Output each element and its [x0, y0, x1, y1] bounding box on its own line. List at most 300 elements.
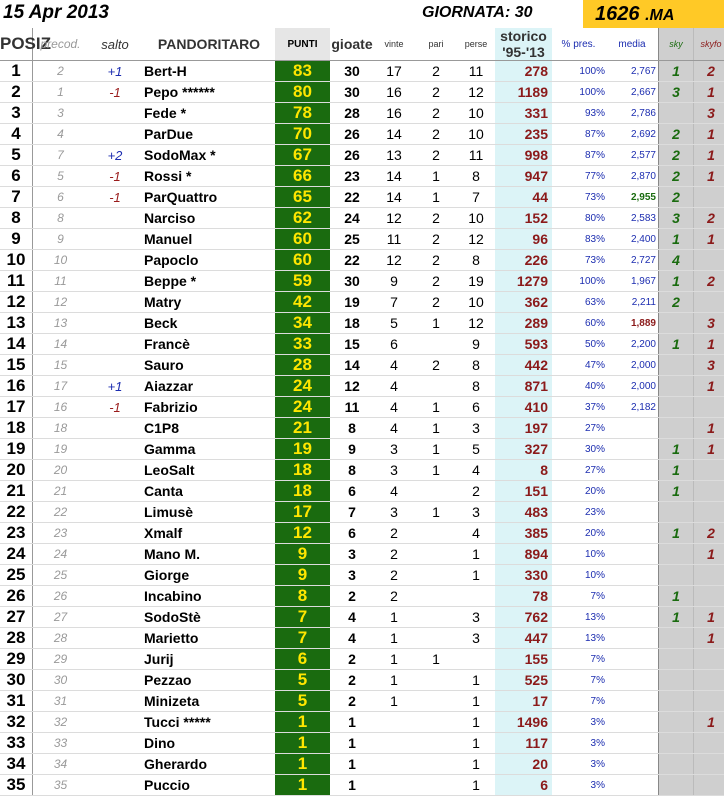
points-cell: 9	[275, 544, 331, 565]
sky-cell	[659, 103, 694, 124]
table-row	[0, 61, 724, 82]
skyfo-cell: 1	[694, 82, 724, 103]
points-cell: 80	[275, 82, 331, 103]
historic-cell: 525	[495, 670, 552, 691]
presence-cell: 20%	[552, 481, 608, 502]
historic-cell: 278	[495, 61, 552, 82]
skyfo-cell	[694, 460, 724, 481]
player-name-cell: Sauro	[142, 355, 275, 376]
table-row	[0, 565, 724, 586]
played-cell: 22	[331, 187, 374, 208]
wins-cell: 9	[373, 271, 415, 292]
sky-cell	[659, 733, 694, 754]
historic-cell: 1496	[495, 712, 552, 733]
jump-cell	[88, 712, 142, 733]
table-row	[0, 292, 724, 313]
losses-cell: 10	[457, 292, 495, 313]
table-row	[0, 271, 724, 292]
average-cell: 2,583	[608, 208, 659, 229]
historic-cell: 20	[495, 754, 552, 775]
wins-cell: 1	[373, 628, 415, 649]
col-perse: perse	[457, 28, 495, 61]
table-row	[0, 544, 724, 565]
losses-cell: 3	[457, 628, 495, 649]
previous-position-cell: 30	[33, 670, 89, 691]
table-row	[0, 313, 724, 334]
jump-cell	[88, 670, 142, 691]
sky-cell: 1	[659, 334, 694, 355]
table-row	[0, 376, 724, 397]
wins-cell: 4	[373, 355, 415, 376]
skyfo-cell: 1	[694, 229, 724, 250]
jump-cell	[88, 355, 142, 376]
table-row	[0, 628, 724, 649]
table-row	[0, 145, 724, 166]
presence-cell: 100%	[552, 271, 608, 292]
played-cell: 9	[331, 439, 374, 460]
sky-cell	[659, 670, 694, 691]
historic-cell: 447	[495, 628, 552, 649]
played-cell: 6	[331, 523, 374, 544]
wins-cell: 5	[373, 313, 415, 334]
col-sky: sky	[659, 28, 694, 61]
average-cell: 2,200	[608, 334, 659, 355]
losses-cell: 1	[457, 733, 495, 754]
player-name-cell: Mano M.	[142, 544, 275, 565]
sky-cell: 2	[659, 187, 694, 208]
previous-position-cell: 31	[33, 691, 89, 712]
previous-position-cell: 11	[33, 271, 89, 292]
player-name-cell: Fede *	[142, 103, 275, 124]
historic-cell: 155	[495, 649, 552, 670]
historic-cell: 151	[495, 481, 552, 502]
code-suffix: .MA	[645, 7, 674, 24]
presence-cell: 3%	[552, 775, 608, 796]
table-row	[0, 481, 724, 502]
header-row	[0, 28, 724, 61]
player-name-cell: Matry	[142, 292, 275, 313]
table-row	[0, 502, 724, 523]
losses-cell: 3	[457, 607, 495, 628]
previous-position-cell: 24	[33, 544, 89, 565]
losses-cell: 1	[457, 565, 495, 586]
skyfo-cell: 1	[694, 628, 724, 649]
average-cell: 1,889	[608, 313, 659, 334]
skyfo-cell	[694, 733, 724, 754]
historic-cell: 1189	[495, 82, 552, 103]
points-cell: 33	[275, 334, 331, 355]
jump-cell	[88, 733, 142, 754]
losses-cell: 7	[457, 187, 495, 208]
position-cell: 15	[0, 355, 33, 376]
points-cell: 21	[275, 418, 331, 439]
presence-cell: 47%	[552, 355, 608, 376]
wins-cell	[373, 712, 415, 733]
wins-cell: 14	[373, 124, 415, 145]
average-cell: 2,767	[608, 61, 659, 82]
average-cell: 2,786	[608, 103, 659, 124]
skyfo-cell	[694, 754, 724, 775]
average-cell: 2,182	[608, 397, 659, 418]
played-cell: 4	[331, 607, 374, 628]
played-cell: 30	[331, 271, 374, 292]
position-cell: 31	[0, 691, 33, 712]
position-cell: 25	[0, 565, 33, 586]
skyfo-cell	[694, 586, 724, 607]
previous-position-cell: 17	[33, 376, 89, 397]
points-cell: 62	[275, 208, 331, 229]
skyfo-cell	[694, 250, 724, 271]
table-row	[0, 523, 724, 544]
jump-cell	[88, 334, 142, 355]
sky-cell: 1	[659, 271, 694, 292]
played-cell: 3	[331, 565, 374, 586]
played-cell: 28	[331, 103, 374, 124]
played-cell: 30	[331, 61, 374, 82]
player-name-cell: Narciso	[142, 208, 275, 229]
draws-cell	[415, 754, 457, 775]
presence-cell: 13%	[552, 628, 608, 649]
points-cell: 17	[275, 502, 331, 523]
player-name-cell: Tucci *****	[142, 712, 275, 733]
points-cell: 1	[275, 733, 331, 754]
losses-cell: 8	[457, 250, 495, 271]
jump-cell	[88, 586, 142, 607]
losses-cell: 1	[457, 712, 495, 733]
presence-cell: 30%	[552, 439, 608, 460]
sky-cell	[659, 754, 694, 775]
losses-cell: 5	[457, 439, 495, 460]
table-row	[0, 334, 724, 355]
position-cell: 16	[0, 376, 33, 397]
jump-cell	[88, 649, 142, 670]
previous-position-cell: 33	[33, 733, 89, 754]
points-cell: 66	[275, 166, 331, 187]
position-cell: 4	[0, 124, 33, 145]
jump-cell	[88, 313, 142, 334]
historic-cell: 330	[495, 565, 552, 586]
historic-cell: 871	[495, 376, 552, 397]
average-cell: 2,692	[608, 124, 659, 145]
points-cell: 65	[275, 187, 331, 208]
jump-cell	[88, 124, 142, 145]
sky-cell: 4	[659, 250, 694, 271]
historic-cell: 152	[495, 208, 552, 229]
points-cell: 34	[275, 313, 331, 334]
skyfo-cell: 1	[694, 376, 724, 397]
average-cell	[608, 439, 659, 460]
skyfo-cell: 3	[694, 103, 724, 124]
points-cell: 8	[275, 586, 331, 607]
table-row	[0, 691, 724, 712]
average-cell	[608, 565, 659, 586]
presence-cell: 40%	[552, 376, 608, 397]
historic-cell: 762	[495, 607, 552, 628]
jump-cell	[88, 523, 142, 544]
player-name-cell: ParQuattro	[142, 187, 275, 208]
col-prec: precod.	[33, 28, 89, 61]
jump-cell: +2	[88, 145, 142, 166]
draws-cell	[415, 628, 457, 649]
jump-cell	[88, 481, 142, 502]
historic-cell: 235	[495, 124, 552, 145]
average-cell: 2,870	[608, 166, 659, 187]
jump-cell	[88, 250, 142, 271]
points-cell: 18	[275, 460, 331, 481]
historic-cell: 96	[495, 229, 552, 250]
table-row	[0, 229, 724, 250]
position-cell: 24	[0, 544, 33, 565]
points-cell: 42	[275, 292, 331, 313]
draws-cell: 2	[415, 355, 457, 376]
presence-cell: 3%	[552, 712, 608, 733]
draws-cell	[415, 691, 457, 712]
skyfo-cell: 1	[694, 334, 724, 355]
sky-cell: 3	[659, 82, 694, 103]
sky-cell: 1	[659, 439, 694, 460]
previous-position-cell: 22	[33, 502, 89, 523]
points-cell: 70	[275, 124, 331, 145]
points-cell: 60	[275, 229, 331, 250]
player-name-cell: Fabrizio	[142, 397, 275, 418]
played-cell: 6	[331, 481, 374, 502]
skyfo-cell: 3	[694, 355, 724, 376]
position-cell: 5	[0, 145, 33, 166]
average-cell	[608, 481, 659, 502]
draws-cell: 2	[415, 229, 457, 250]
losses-cell: 11	[457, 61, 495, 82]
historic-cell: 593	[495, 334, 552, 355]
wins-cell	[373, 733, 415, 754]
losses-cell: 3	[457, 418, 495, 439]
skyfo-cell	[694, 565, 724, 586]
losses-cell: 1	[457, 754, 495, 775]
player-name-cell: Marietto	[142, 628, 275, 649]
losses-cell	[457, 649, 495, 670]
historic-cell: 947	[495, 166, 552, 187]
points-cell: 9	[275, 565, 331, 586]
table-row	[0, 733, 724, 754]
skyfo-cell	[694, 187, 724, 208]
presence-cell: 37%	[552, 397, 608, 418]
losses-cell	[457, 586, 495, 607]
draws-cell: 1	[415, 313, 457, 334]
wins-cell: 4	[373, 397, 415, 418]
jump-cell	[88, 439, 142, 460]
wins-cell: 2	[373, 544, 415, 565]
position-cell: 35	[0, 775, 33, 796]
player-name-cell: Aiazzar	[142, 376, 275, 397]
presence-cell: 100%	[552, 82, 608, 103]
historic-cell: 289	[495, 313, 552, 334]
skyfo-cell: 2	[694, 271, 724, 292]
previous-position-cell: 29	[33, 649, 89, 670]
sky-cell	[659, 355, 694, 376]
previous-position-cell: 8	[33, 208, 89, 229]
presence-cell: 23%	[552, 502, 608, 523]
historic-cell: 226	[495, 250, 552, 271]
played-cell: 26	[331, 124, 374, 145]
played-cell: 25	[331, 229, 374, 250]
played-cell: 15	[331, 334, 374, 355]
sky-cell	[659, 628, 694, 649]
table-row	[0, 124, 724, 145]
historic-cell: 17	[495, 691, 552, 712]
played-cell: 8	[331, 460, 374, 481]
position-cell: 14	[0, 334, 33, 355]
table-row	[0, 418, 724, 439]
points-cell: 12	[275, 523, 331, 544]
played-cell: 1	[331, 733, 374, 754]
draws-cell: 1	[415, 649, 457, 670]
jump-cell	[88, 754, 142, 775]
wins-cell: 6	[373, 334, 415, 355]
table-row	[0, 460, 724, 481]
player-name-cell: C1P8	[142, 418, 275, 439]
table-row	[0, 670, 724, 691]
col-giocate: gioate	[331, 28, 374, 61]
losses-cell: 6	[457, 397, 495, 418]
previous-position-cell: 27	[33, 607, 89, 628]
jump-cell	[88, 418, 142, 439]
skyfo-cell: 1	[694, 124, 724, 145]
table-row	[0, 712, 724, 733]
previous-position-cell: 4	[33, 124, 89, 145]
points-cell: 83	[275, 61, 331, 82]
average-cell	[608, 460, 659, 481]
wins-cell: 16	[373, 82, 415, 103]
player-name-cell: Puccio	[142, 775, 275, 796]
draws-cell: 1	[415, 166, 457, 187]
skyfo-cell	[694, 670, 724, 691]
sky-cell	[659, 649, 694, 670]
historic-cell: 362	[495, 292, 552, 313]
points-cell: 28	[275, 355, 331, 376]
position-cell: 8	[0, 208, 33, 229]
jump-cell: +1	[88, 61, 142, 82]
draws-cell: 2	[415, 124, 457, 145]
losses-cell: 12	[457, 229, 495, 250]
presence-cell: 7%	[552, 586, 608, 607]
losses-cell: 10	[457, 103, 495, 124]
player-name-cell: Beck	[142, 313, 275, 334]
losses-cell: 10	[457, 208, 495, 229]
player-name-cell: Francè	[142, 334, 275, 355]
draws-cell	[415, 586, 457, 607]
position-cell: 33	[0, 733, 33, 754]
wins-cell: 14	[373, 166, 415, 187]
played-cell: 2	[331, 670, 374, 691]
played-cell: 23	[331, 166, 374, 187]
previous-position-cell: 19	[33, 439, 89, 460]
previous-position-cell: 15	[33, 355, 89, 376]
draws-cell	[415, 523, 457, 544]
average-cell: 2,727	[608, 250, 659, 271]
col-pari: pari	[415, 28, 457, 61]
wins-cell: 1	[373, 607, 415, 628]
draws-cell	[415, 544, 457, 565]
previous-position-cell: 25	[33, 565, 89, 586]
position-cell: 7	[0, 187, 33, 208]
jump-cell	[88, 607, 142, 628]
presence-cell: 7%	[552, 649, 608, 670]
position-cell: 19	[0, 439, 33, 460]
table-row	[0, 208, 724, 229]
position-cell: 21	[0, 481, 33, 502]
presence-cell: 10%	[552, 544, 608, 565]
previous-position-cell: 26	[33, 586, 89, 607]
skyfo-cell	[694, 775, 724, 796]
sky-cell: 2	[659, 145, 694, 166]
position-cell: 1	[0, 61, 33, 82]
table-row	[0, 649, 724, 670]
previous-position-cell: 28	[33, 628, 89, 649]
jump-cell	[88, 691, 142, 712]
played-cell: 7	[331, 502, 374, 523]
skyfo-cell	[694, 481, 724, 502]
points-cell: 18	[275, 481, 331, 502]
jump-cell	[88, 271, 142, 292]
player-name-cell: Xmalf	[142, 523, 275, 544]
skyfo-cell: 2	[694, 208, 724, 229]
jump-cell	[88, 628, 142, 649]
skyfo-cell: 1	[694, 439, 724, 460]
wins-cell: 3	[373, 502, 415, 523]
jump-cell	[88, 229, 142, 250]
average-cell	[608, 523, 659, 544]
position-cell: 22	[0, 502, 33, 523]
jump-cell	[88, 502, 142, 523]
presence-cell: 3%	[552, 754, 608, 775]
skyfo-cell: 1	[694, 544, 724, 565]
previous-position-cell: 32	[33, 712, 89, 733]
historic-cell: 410	[495, 397, 552, 418]
presence-cell: 83%	[552, 229, 608, 250]
losses-cell: 9	[457, 334, 495, 355]
position-cell: 3	[0, 103, 33, 124]
presence-cell: 87%	[552, 145, 608, 166]
played-cell: 24	[331, 208, 374, 229]
position-cell: 9	[0, 229, 33, 250]
average-cell	[608, 649, 659, 670]
presence-cell: 7%	[552, 670, 608, 691]
skyfo-cell	[694, 691, 724, 712]
losses-cell: 12	[457, 313, 495, 334]
position-cell: 30	[0, 670, 33, 691]
played-cell: 8	[331, 418, 374, 439]
presence-cell: 73%	[552, 250, 608, 271]
losses-cell: 2	[457, 481, 495, 502]
previous-position-cell: 18	[33, 418, 89, 439]
code-number: 1626	[595, 3, 640, 25]
position-cell: 23	[0, 523, 33, 544]
position-cell: 6	[0, 166, 33, 187]
average-cell	[608, 418, 659, 439]
losses-cell: 12	[457, 82, 495, 103]
draws-cell: 2	[415, 208, 457, 229]
skyfo-cell	[694, 502, 724, 523]
historic-cell: 197	[495, 418, 552, 439]
table-row	[0, 775, 724, 796]
presence-cell: 10%	[552, 565, 608, 586]
wins-cell: 13	[373, 145, 415, 166]
points-cell: 59	[275, 271, 331, 292]
table-row	[0, 586, 724, 607]
historic-cell: 117	[495, 733, 552, 754]
played-cell: 12	[331, 376, 374, 397]
presence-cell: 60%	[552, 313, 608, 334]
wins-cell: 11	[373, 229, 415, 250]
